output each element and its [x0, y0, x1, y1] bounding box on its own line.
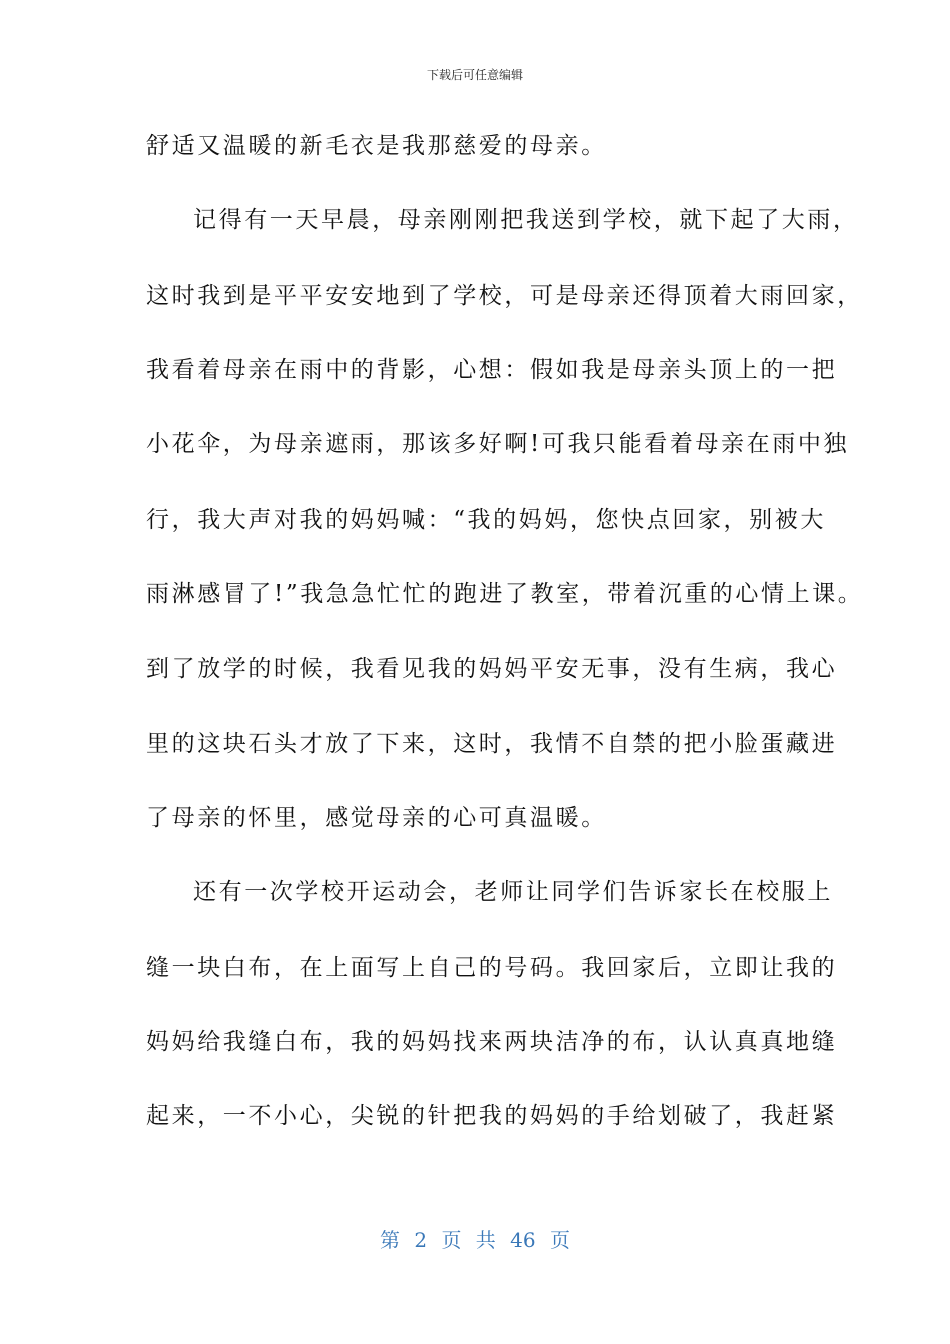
text-line: 还有一次学校开运动会，老师让同学们告诉家长在校服上 [193, 879, 833, 905]
text-line: 缝一块白布，在上面写上自己的号码。我回家后，立即让我的 [146, 955, 838, 981]
text-line: 妈妈给我缝白布，我的妈妈找来两块洁净的布，认认真真地缝 [146, 1029, 838, 1055]
text-line: 了母亲的怀里，感觉母亲的心可真温暖。 [146, 805, 607, 831]
text-line: 里的这块石头才放了下来，这时，我情不自禁的把小脸蛋藏进 [146, 731, 838, 757]
text-line: 行，我大声对我的妈妈喊：“我的妈妈，您快点回家，别被大 [146, 507, 826, 533]
text-line: 记得有一天早晨，母亲刚刚把我送到学校，就下起了大雨， [193, 207, 859, 233]
text-line: 到了放学的时候，我看见我的妈妈平安无事，没有生病，我心 [146, 656, 838, 682]
page-header: 下载后可任意编辑 [426, 68, 523, 82]
text-line: 我看着母亲在雨中的背影，心想：假如我是母亲头顶上的一把 [146, 357, 838, 383]
text-line: 舒适又温暖的新毛衣是我那慈爱的母亲。 [146, 133, 607, 159]
text-line: 起来，一不小心，尖锐的针把我的妈妈的手给划破了，我赶紧 [146, 1103, 838, 1129]
text-line: 雨淋感冒了!”我急急忙忙的跑进了教室，带着沉重的心情上课。 [146, 581, 864, 607]
page-number: 第 2 页 共 46 页 [380, 1228, 570, 1252]
text-line: 这时我到是平平安安地到了学校，可是母亲还得顶着大雨回家， [146, 283, 863, 309]
text-line: 小花伞，为母亲遮雨，那该多好啊!可我只能看着母亲在雨中独 [146, 431, 850, 457]
